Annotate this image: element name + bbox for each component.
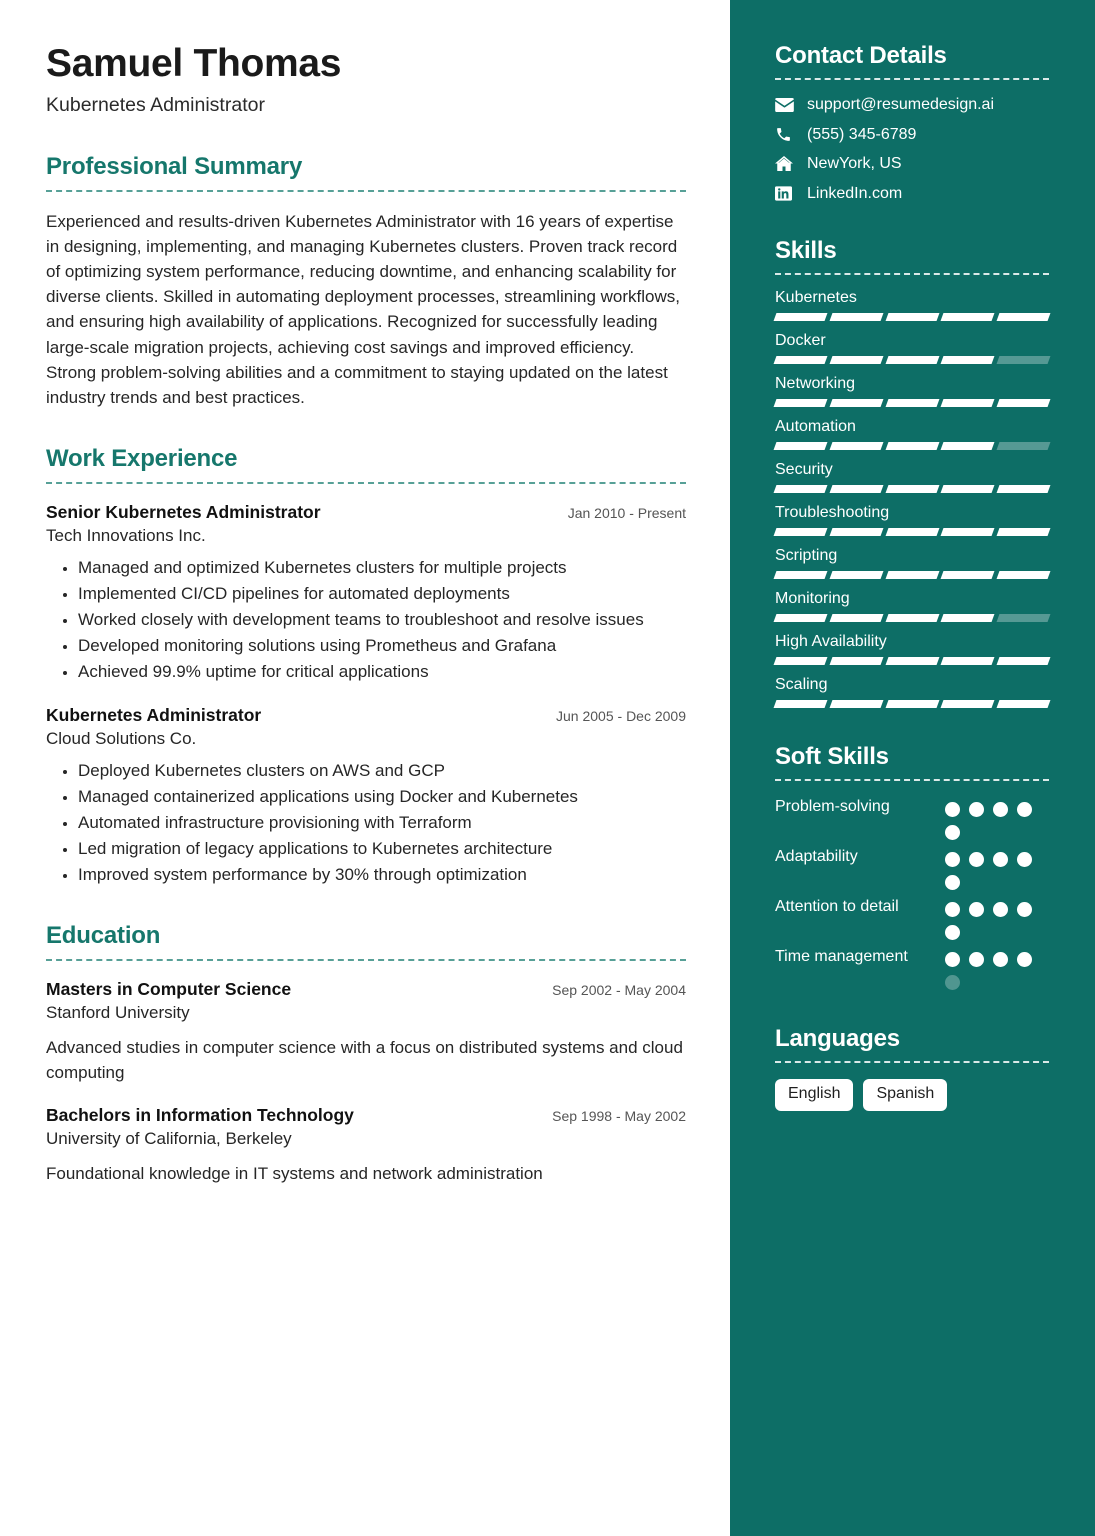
skill-level-bar [775, 528, 1049, 536]
rating-dot [1017, 802, 1032, 817]
work-entry-date: Jan 2010 - Present [567, 505, 686, 522]
bullet-item: • Automated infrastructure provisioning with Terraform [78, 811, 686, 836]
phone-icon [775, 126, 796, 143]
skill-segment [885, 442, 939, 450]
sidebar-section-contact [775, 42, 1049, 202]
header-block [46, 42, 686, 117]
skill-segment [829, 528, 883, 536]
skill-segment [829, 657, 883, 665]
language-list [775, 1079, 1049, 1110]
skill-segment [885, 356, 939, 364]
education-entry-description: Foundational knowledge in IT systems and network administration [46, 1164, 543, 1184]
rating-dot [969, 902, 984, 917]
work-entry [46, 705, 686, 888]
skill-item [775, 590, 1049, 622]
soft-skill-label: Adaptability [775, 848, 858, 866]
bullet-item: • Led migration of legacy applications to Kubernetes architecture [78, 837, 686, 862]
bullet-item: • Implemented CI/CD pipelines for automated deployments [78, 582, 686, 607]
work-entry-organization: Cloud Solutions Co. [46, 729, 197, 749]
rating-dot [1017, 902, 1032, 917]
skill-item [775, 676, 1049, 708]
education-entry-date: Sep 2002 - May 2004 [552, 981, 686, 998]
bullet-item: • Developed monitoring solutions using Prometheus and Grafana [78, 634, 686, 659]
education-entry-description: Advanced studies in computer science with a focus on distributed systems and cloud computing [46, 1037, 683, 1082]
skill-segment [997, 571, 1051, 579]
soft-skill-label: Problem-solving [775, 798, 890, 816]
candidate-job-title: Kubernetes Administrator [46, 93, 265, 116]
skill-segment [997, 614, 1051, 622]
rating-dot [1017, 852, 1032, 867]
section-divider [46, 959, 686, 961]
skill-segment [941, 571, 995, 579]
skill-level-bar [775, 442, 1049, 450]
skill-segment [885, 657, 939, 665]
language-pill: English [775, 1079, 853, 1110]
skill-level-bar [775, 399, 1049, 407]
skill-label: Troubleshooting [775, 504, 890, 522]
skill-label: Kubernetes [775, 289, 857, 307]
work-entry-organization: Tech Innovations Inc. [46, 526, 206, 546]
skill-level-bar [775, 614, 1049, 622]
skill-item [775, 332, 1049, 364]
work-entry [46, 502, 686, 685]
section-divider [46, 190, 686, 192]
rating-dot [993, 852, 1008, 867]
sidebar-section-soft-skills [775, 743, 1049, 990]
rating-dot [945, 802, 960, 817]
skill-segment [941, 399, 995, 407]
soft-skills-list [775, 796, 1049, 990]
skills-list [775, 289, 1049, 708]
skill-segment [997, 356, 1051, 364]
skill-segment [774, 356, 828, 364]
skill-segment [774, 657, 828, 665]
skill-label: High Availability [775, 633, 887, 651]
skill-segment [885, 313, 939, 321]
education-entry-institution: Stanford University [46, 1002, 190, 1022]
skill-label: Automation [775, 418, 856, 436]
work-entry-title: Kubernetes Administrator [46, 705, 262, 726]
skill-segment [997, 528, 1051, 536]
skill-segment [774, 442, 828, 450]
rating-dot [945, 952, 960, 967]
soft-skill-rating [945, 846, 1049, 890]
work-entry-title: Senior Kubernetes Administrator [46, 502, 321, 523]
skill-segment [941, 657, 995, 665]
bullet-item: • Achieved 99.9% uptime for critical applications [78, 660, 686, 685]
skill-segment [941, 528, 995, 536]
skill-level-bar [775, 485, 1049, 493]
skill-segment [885, 399, 939, 407]
skill-label: Scripting [775, 547, 838, 565]
soft-skill-rating [945, 896, 1049, 940]
bullet-item: • Deployed Kubernetes clusters on AWS and GCP [78, 759, 686, 784]
skill-segment [941, 313, 995, 321]
skill-segment [829, 614, 883, 622]
education-entry-header [46, 979, 686, 1000]
language-pill: Spanish [863, 1079, 947, 1110]
section-divider [46, 482, 686, 484]
skill-segment [941, 700, 995, 708]
sidebar-section-divider [775, 273, 1049, 275]
education-entry [46, 979, 686, 1085]
skill-segment [829, 399, 883, 407]
section-title: Education [46, 921, 161, 949]
education-entry-header [46, 1105, 686, 1126]
skill-item [775, 547, 1049, 579]
skill-segment [885, 571, 939, 579]
sidebar [730, 0, 1095, 1536]
rating-dot [969, 952, 984, 967]
rating-dot [969, 802, 984, 817]
soft-skill-label: Time management [775, 948, 908, 966]
summary-text: Experienced and results-driven Kubernetes Administrator with 16 years of expertise in designing, implementing, and managing Kubernetes clusters. Proven track record of optimizing system performance, reducing downtime, and enhancing scalability for diverse clients. Skilled in automating deployment processes, streamlining workflows, and ensuring high availability of applications. Recognized for successfully leading large-scale migration projects, achieving cost savings and improved efficiency. Strong problem-solving abilities and a commitment to staying updated on the latest industry trends and best practices. [46, 211, 681, 407]
sidebar-section-title: Skills [775, 237, 837, 265]
education-entry-date: Sep 1998 - May 2002 [552, 1108, 686, 1125]
contact-item-text: support@resumedesign.ai [807, 96, 995, 113]
skill-segment [997, 700, 1051, 708]
section-title: Work Experience [46, 445, 238, 473]
section-professional-summary [46, 153, 686, 410]
skill-segment [774, 485, 828, 493]
skill-segment [941, 356, 995, 364]
work-entry-date: Jun 2005 - Dec 2009 [556, 708, 686, 725]
contact-item [775, 155, 1049, 173]
linkedin-icon [775, 185, 796, 202]
work-entry-header [46, 705, 686, 726]
sidebar-section-divider [775, 1061, 1049, 1063]
rating-dot [945, 902, 960, 917]
rating-dot [945, 825, 960, 840]
soft-skill-item [775, 946, 1049, 990]
rating-dot [969, 852, 984, 867]
skill-label: Docker [775, 332, 826, 350]
rating-dot [993, 802, 1008, 817]
skill-segment [774, 313, 828, 321]
skill-segment [885, 614, 939, 622]
section-work-experience [46, 445, 686, 888]
work-entry-list [46, 502, 686, 888]
skill-level-bar [775, 657, 1049, 665]
contact-item-text: NewYork, US [807, 155, 902, 173]
contact-item-text: (555) 345-6789 [807, 125, 917, 143]
contact-item [775, 185, 1049, 203]
education-entry-title: Bachelors in Information Technology [46, 1105, 354, 1126]
skill-label: Security [775, 461, 833, 479]
skill-segment [997, 399, 1051, 407]
skill-segment [941, 442, 995, 450]
skill-segment [941, 485, 995, 493]
contact-item [775, 126, 1049, 144]
skill-label: Monitoring [775, 590, 850, 608]
skill-segment [941, 614, 995, 622]
education-entry-institution: University of California, Berkeley [46, 1129, 292, 1149]
contact-item-text: LinkedIn.com [807, 184, 903, 202]
skill-item [775, 461, 1049, 493]
skill-segment [885, 528, 939, 536]
education-entry-title: Masters in Computer Science [46, 978, 292, 999]
skill-segment [885, 700, 939, 708]
skill-item [775, 504, 1049, 536]
sidebar-section-skills [775, 237, 1049, 708]
sidebar-section-divider [775, 78, 1049, 80]
skill-segment [997, 657, 1051, 665]
skill-level-bar [775, 313, 1049, 321]
rating-dot [945, 852, 960, 867]
skill-level-bar [775, 571, 1049, 579]
rating-dot [945, 975, 960, 990]
skill-segment [829, 700, 883, 708]
rating-dot [993, 902, 1008, 917]
bullet-item: • Improved system performance by 30% through optimization [78, 863, 686, 888]
work-entry-bullets [46, 759, 686, 888]
skill-item [775, 633, 1049, 665]
rating-dot [1017, 952, 1032, 967]
soft-skill-rating [945, 946, 1049, 990]
skill-label: Networking [775, 375, 856, 393]
rating-dot [945, 925, 960, 940]
sidebar-section-title: Soft Skills [775, 743, 889, 771]
skill-segment [829, 313, 883, 321]
bullet-item: • Managed and optimized Kubernetes clusters for multiple projects [78, 556, 686, 581]
skill-segment [774, 571, 828, 579]
skill-item [775, 289, 1049, 321]
education-entry-list [46, 979, 686, 1187]
envelope-icon [775, 96, 796, 113]
sidebar-section-title: Contact Details [775, 42, 947, 69]
skill-segment [997, 442, 1051, 450]
rating-dot [945, 875, 960, 890]
soft-skill-item [775, 846, 1049, 890]
section-education [46, 922, 686, 1187]
skill-level-bar [775, 700, 1049, 708]
contact-item [775, 96, 1049, 114]
soft-skill-item [775, 896, 1049, 940]
skill-segment [774, 614, 828, 622]
skill-segment [829, 442, 883, 450]
work-entry-bullets [46, 556, 686, 685]
skill-segment [885, 485, 939, 493]
skill-segment [829, 571, 883, 579]
skill-label: Scaling [775, 676, 828, 694]
soft-skill-label: Attention to detail [775, 898, 899, 916]
section-title: Professional Summary [46, 152, 303, 180]
skill-segment [997, 485, 1051, 493]
skill-segment [774, 399, 828, 407]
soft-skill-rating [945, 796, 1049, 840]
sidebar-section-languages [775, 1025, 1049, 1110]
soft-skill-item [775, 796, 1049, 840]
education-entry [46, 1105, 686, 1187]
sidebar-section-divider [775, 779, 1049, 781]
skill-segment [829, 356, 883, 364]
skill-item [775, 375, 1049, 407]
home-icon [775, 155, 796, 172]
skill-segment [774, 528, 828, 536]
skill-level-bar [775, 356, 1049, 364]
bullet-item: • Managed containerized applications using Docker and Kubernetes [78, 785, 686, 810]
skill-item [775, 418, 1049, 450]
candidate-name: Samuel Thomas [46, 42, 342, 85]
work-entry-header [46, 502, 686, 523]
rating-dot [993, 952, 1008, 967]
skill-segment [774, 700, 828, 708]
skill-segment [829, 485, 883, 493]
bullet-item: • Worked closely with development teams to troubleshoot and resolve issues [78, 608, 686, 633]
skill-segment [997, 313, 1051, 321]
sidebar-section-title: Languages [775, 1025, 900, 1053]
contact-list [775, 96, 1049, 202]
